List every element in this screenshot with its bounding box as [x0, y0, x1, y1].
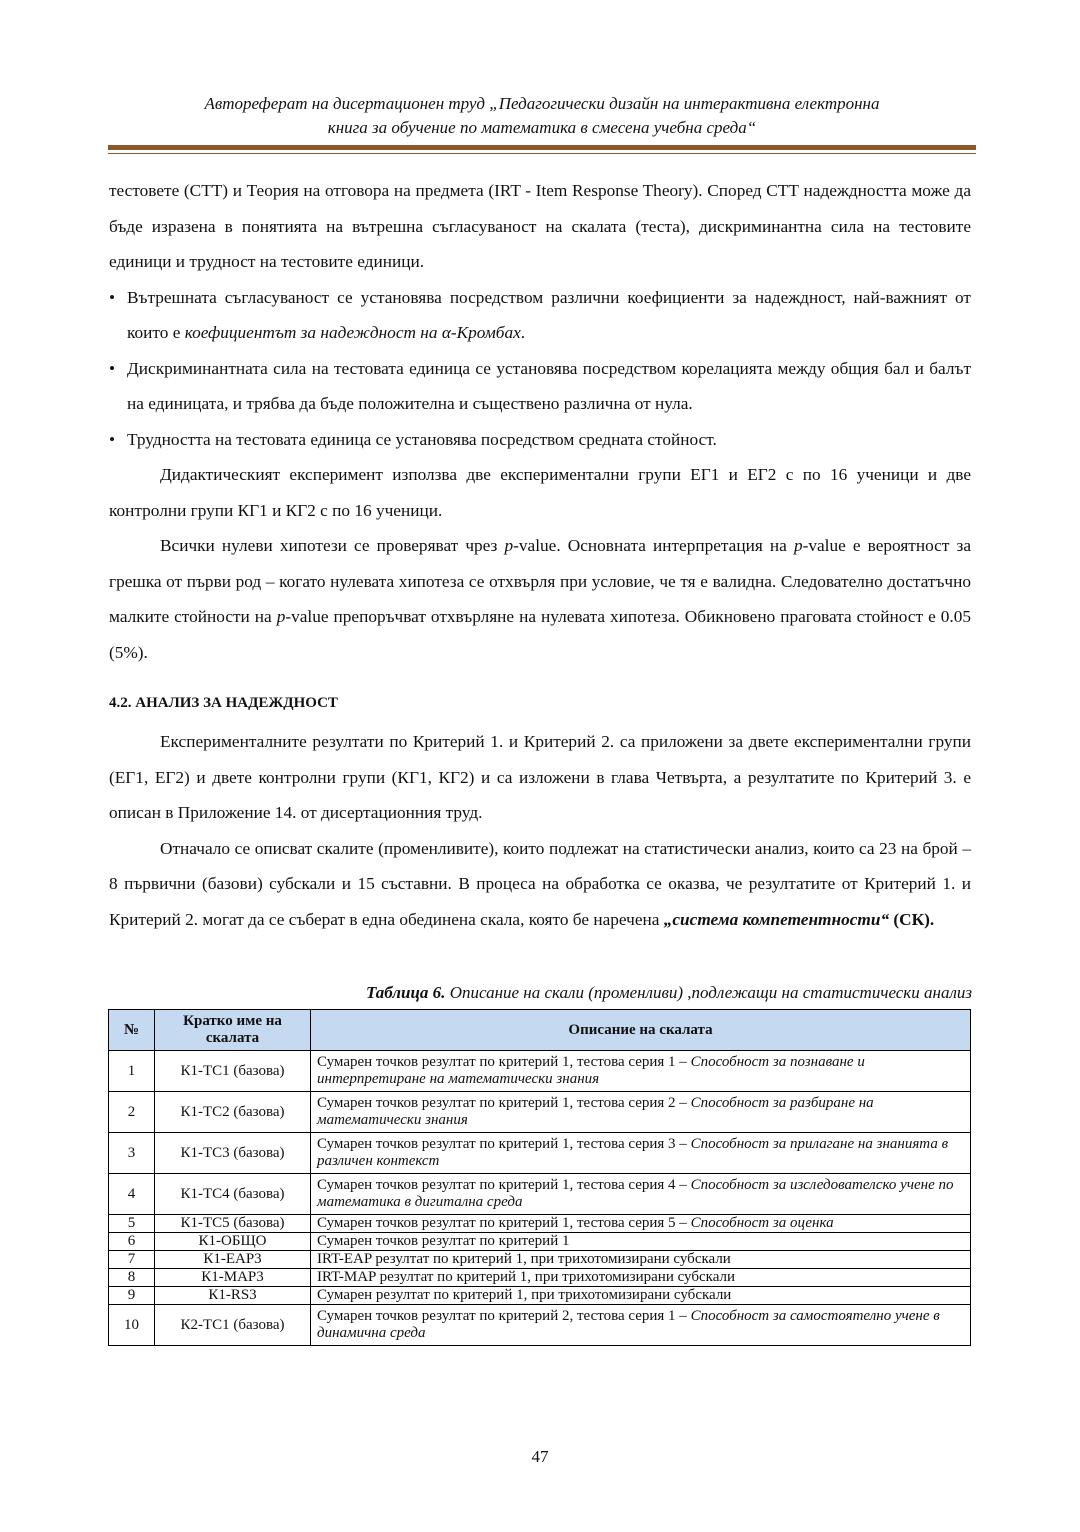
- row-description: Сумарен точков резултат по критерий 1, тестова серия 4 – Способност за изследователско учене по математика в дигитална среда: [311, 1174, 971, 1215]
- paragraph-1: тестовете (СТТ) и Теория на отговора на предмета (IRT - Item Response Theory). Според СТТ надеждността може да бъде изразена в понятията на вътрешна съгласуваност на скалата (теста), дискриминантна сила на тестовите единици и трудност на тестовите единици.: [109, 181, 971, 271]
- row-description: Сумарен точков резултат по критерий 2, тестова серия 1 – Способност за самостоятелно учене в динамична среда: [311, 1305, 971, 1346]
- header-line-2: книга за обучение по математика в смесена учебна среда“: [327, 118, 757, 137]
- paragraph-2: Дидактическият експеримент използва две експериментални групи ЕГ1 и ЕГ2 с по 16 ученици и две контролни групи КГ1 и КГ2 с по 16 ученици.: [109, 465, 971, 520]
- row-number: 5: [109, 1215, 155, 1233]
- row-description: Сумарен точков резултат по критерий 1, тестова серия 1 – Способност за познаване и интерпретиране на математически знания: [311, 1051, 971, 1092]
- bullet-item: [109, 422, 971, 458]
- table-row: [109, 1269, 971, 1287]
- scales-table: [108, 1009, 971, 1346]
- row-name: К1-EAP3: [155, 1251, 311, 1269]
- header-line-1: Автореферат на дисертационен труд „Педагогически дизайн на интерактивна електронна: [204, 94, 880, 113]
- row-name: К1-ТС2 (базова): [155, 1092, 311, 1133]
- table-row: [109, 1251, 971, 1269]
- row-description: IRT-MAP резултат по критерий 1, при трихотомизирани субскали: [311, 1269, 971, 1287]
- column-header-number: №: [109, 1010, 155, 1051]
- row-name: К2-ТС1 (базова): [155, 1305, 311, 1346]
- row-number: 2: [109, 1092, 155, 1133]
- row-description: Сумарен точков резултат по критерий 1, тестова серия 3 – Способност за прилагане на знанията в различен контекст: [311, 1133, 971, 1174]
- row-description: Сумарен резултат по критерий 1, при трихотомизирани субскали: [311, 1287, 971, 1305]
- row-description: Сумарен точков резултат по критерий 1: [311, 1233, 971, 1251]
- row-description: IRT-EAP резултат по критерий 1, при трихотомизирани субскали: [311, 1251, 971, 1269]
- paragraph-3: Всички нулеви хипотези се проверяват чрез p-value. Основната интерпретация на p-value е вероятност за грешка от първи род – когато нулевата хипотеза се отхвърля при условие, че тя е валидна. Следователно достатъчно малките стойности на p-value препоръчват отхвърляне на нулевата хипотеза. Обикновено праговата стойност е 0.05 (5%).: [109, 536, 971, 662]
- bullet-icon: •: [109, 429, 116, 449]
- running-header: [108, 92, 976, 140]
- row-description: Сумарен точков резултат по критерий 1, тестова серия 2 – Способност за разбиране на математически знания: [311, 1092, 971, 1133]
- bullet-text-3: Трудността на тестовата единица се установява посредством средната стойност.: [127, 429, 717, 449]
- row-name: К1-ТС1 (базова): [155, 1051, 311, 1092]
- bullet-text-2: Дискриминантната сила на тестовата единица се установява посредством корелацията между общия бал и балът на единицата, и трябва да бъде положителна и съществено различна от нула.: [127, 358, 971, 413]
- column-header-description: Описание на скалата: [311, 1010, 971, 1051]
- page-number: 47: [531, 1447, 549, 1466]
- table-caption: Таблица 6. Описание на скали (променливи) ,подлежащи на статистически анализ: [365, 983, 972, 1002]
- row-name: К1-ОБЩО: [155, 1233, 311, 1251]
- page-body: [109, 173, 971, 937]
- row-name: К1-ТС5 (базова): [155, 1215, 311, 1233]
- table-row: [109, 1215, 971, 1233]
- bullet-text-1: Вътрешната съгласуваност се установява посредством различни коефициенти за надеждност, най-важният от които е коефициентът за надеждност на α-Кромбах.: [127, 287, 971, 342]
- bullet-item: [109, 280, 971, 351]
- row-number: 1: [109, 1051, 155, 1092]
- table-row: [109, 1233, 971, 1251]
- paragraph-5: Отначало се описват скалите (променливите), които подлежат на статистически анализ, които са 23 на брой – 8 първични (базови) субскали и 15 съставни. В процеса на обработка се оказва, че резултатите от Критерий 1. и Критерий 2. могат да се съберат в една обединена скала, която бе наречена „система компетентности“ (СК).: [109, 838, 971, 929]
- row-number: 3: [109, 1133, 155, 1174]
- row-name: К1-ТС3 (базова): [155, 1133, 311, 1174]
- row-number: 4: [109, 1174, 155, 1215]
- bullet-icon: •: [109, 358, 116, 378]
- table-row: [109, 1305, 971, 1346]
- table-row: [109, 1092, 971, 1133]
- bullet-icon: •: [109, 287, 116, 307]
- row-number: 7: [109, 1251, 155, 1269]
- row-number: 9: [109, 1287, 155, 1305]
- table-row: [109, 1174, 971, 1215]
- bullet-item: [109, 351, 971, 422]
- table-row: [109, 1051, 971, 1092]
- row-number: 8: [109, 1269, 155, 1287]
- row-number: 10: [109, 1305, 155, 1346]
- header-rule-thick: [108, 145, 976, 150]
- row-name: К1-RS3: [155, 1287, 311, 1305]
- table-row: [109, 1133, 971, 1174]
- header-rule-thin: [108, 153, 976, 154]
- row-name: К1-MAP3: [155, 1269, 311, 1287]
- paragraph-4: Експерименталните резултати по Критерий 1. и Критерий 2. са приложени за двете експериментални групи (ЕГ1, ЕГ2) и двете контролни групи (КГ1, КГ2) и са изложени в глава Четвърта, а резултатите по Критерий 3. е описан в Приложение 14. от дисертационния труд.: [109, 732, 971, 822]
- table-row: [109, 1287, 971, 1305]
- section-heading: 4.2. АНАЛИЗ ЗА НАДЕЖДНОСТ: [109, 695, 338, 711]
- row-name: К1-ТС4 (базова): [155, 1174, 311, 1215]
- row-number: 6: [109, 1233, 155, 1251]
- table-header-row: [109, 1010, 971, 1051]
- column-header-short-name: Кратко име на скалата: [155, 1010, 311, 1051]
- row-description: Сумарен точков резултат по критерий 1, тестова серия 5 – Способност за оценка: [311, 1215, 971, 1233]
